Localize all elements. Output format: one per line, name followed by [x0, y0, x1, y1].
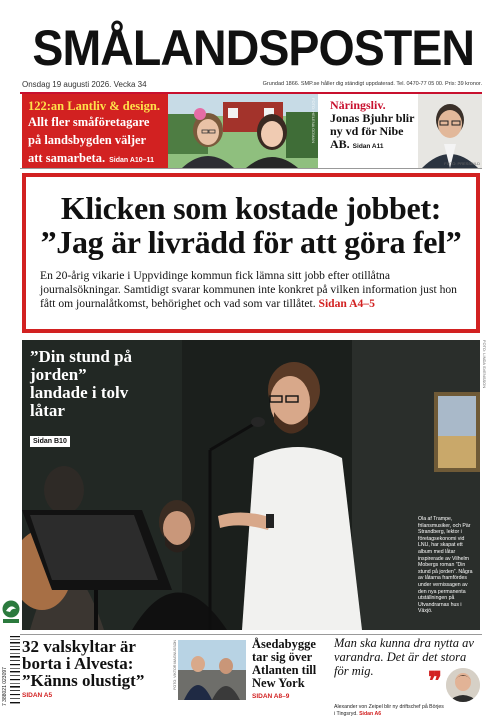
portrait-credit: FOTO: PRESSBILD: [444, 161, 480, 166]
teaser-naringsliv-kicker: Näringsliv.: [330, 98, 386, 112]
portrait-photo: [418, 94, 482, 168]
dateline: [22, 80, 482, 92]
quote-byline-text: Alexander von Zeipel blir ny driftschef på Börjes i Tingsryd.: [334, 704, 444, 717]
teaser-lantliv-ref: Sidan A10–11: [109, 157, 154, 164]
teaser-naringsliv[interactable]: [326, 94, 482, 168]
main-lead: [40, 269, 462, 311]
hero-ref: Sidan B10: [30, 436, 70, 447]
barcode-icon: [6, 634, 20, 706]
swan-ecolabel-icon: [2, 600, 20, 624]
bottom-rule: [20, 634, 482, 635]
quote-portrait: [446, 668, 480, 702]
main-story-ref: Sidan A4–5: [318, 297, 375, 310]
quote-ref: Sidan A6: [359, 710, 382, 717]
teaser-valskyltar-text: 32 valskyltar är borta i Alvesta: ”Känns olustigt”: [22, 637, 145, 690]
newspaper-title: SMÅLANDSPOSTEN: [32, 20, 475, 76]
masthead-info: Grundad 1866. SMP.se håller dig ständigt uppdaterad. Tel. 0470-77 05 00. Pris: 39 kronor.: [262, 81, 482, 87]
barcode: [2, 634, 20, 706]
teaser-lantliv-text: Allt fler småföretagare på landsbygden väljer att samarbeta.: [28, 115, 150, 165]
two-women-photo: [168, 94, 318, 168]
teaser-lantliv-kicker: 122:an Lantliv & design.: [28, 99, 160, 113]
main-headline: Klicken som kostade jobbet: ”Jag är livrädd för att göra fel”: [40, 190, 462, 260]
masthead: [16, 18, 484, 78]
workers-photo: [178, 640, 246, 700]
teaser-asedabygge[interactable]: [252, 638, 332, 700]
main-story[interactable]: [22, 173, 480, 333]
issue-date: Onsdag 19 augusti 2026. Vecka 34: [22, 80, 147, 89]
hero-story[interactable]: [22, 340, 480, 630]
teaser-lantliv-photo: [168, 94, 318, 168]
teaser-asedabygge-ref: SIDAN A8–9: [252, 693, 290, 700]
teaser-asedabygge-text: Åsedabygge tar sig över Atlanten till New York: [252, 637, 317, 690]
quote-byline: [334, 704, 444, 717]
hero-caption: Ola af Trampe, frilansmusiker, och Pär Strandberg, lektor i företagsekonomi vid LNU, har skapat ett album med låtar inspirerade av Vilhelm Mobergs roman ”Din stund på jorden”. Några av låtarna framfördes under vernissagen av den nya permanenta utställningen på Utvandrarnas hus i Växjö.: [418, 516, 473, 615]
teaser-rule: [20, 168, 482, 169]
teaser-asedabygge-credit: FOTO: VIKTOR MAGNUSSON: [173, 640, 177, 690]
main-lead-text: En 20-årig vikarie i Uppvidinge kommun fick lämna sitt jobb efter otillåtna journalsökningar. Samtidigt svarar kommunen inte konkret på vilken information just hon fått om journalåtkomst, behörighet och vad som var tillåtet.: [40, 269, 457, 310]
barcode-digits: 7 388021 023097: [2, 667, 8, 706]
teaser-valskyltar[interactable]: [22, 638, 170, 699]
hero-credit: FOTO: LINDA SVENSSON: [482, 340, 487, 389]
man-face-photo: [446, 668, 480, 702]
teaser-asedabygge-photo: [178, 640, 246, 700]
teaser-valskyltar-ref: SIDAN A5: [22, 692, 53, 699]
teaser-naringsliv-ref: Sidan A11: [352, 143, 384, 150]
teaser-photo-credit: FOTO: HELENA ODMAN: [311, 98, 316, 144]
quote-mark-icon: ❞: [428, 667, 442, 696]
man-portrait: [418, 94, 482, 168]
quote-text: Man ska kunna dra nytta av varandra. Det är det stora för mig.: [334, 636, 474, 678]
teaser-lantliv[interactable]: [22, 94, 168, 168]
teaser-naringsliv-text: Jonas Bjuhr blir ny vd för Nibe AB.: [330, 111, 415, 151]
teaser-quote[interactable]: [334, 636, 482, 718]
hero-title: ”Din stund på jorden” landade i tolv låtar: [30, 347, 133, 420]
